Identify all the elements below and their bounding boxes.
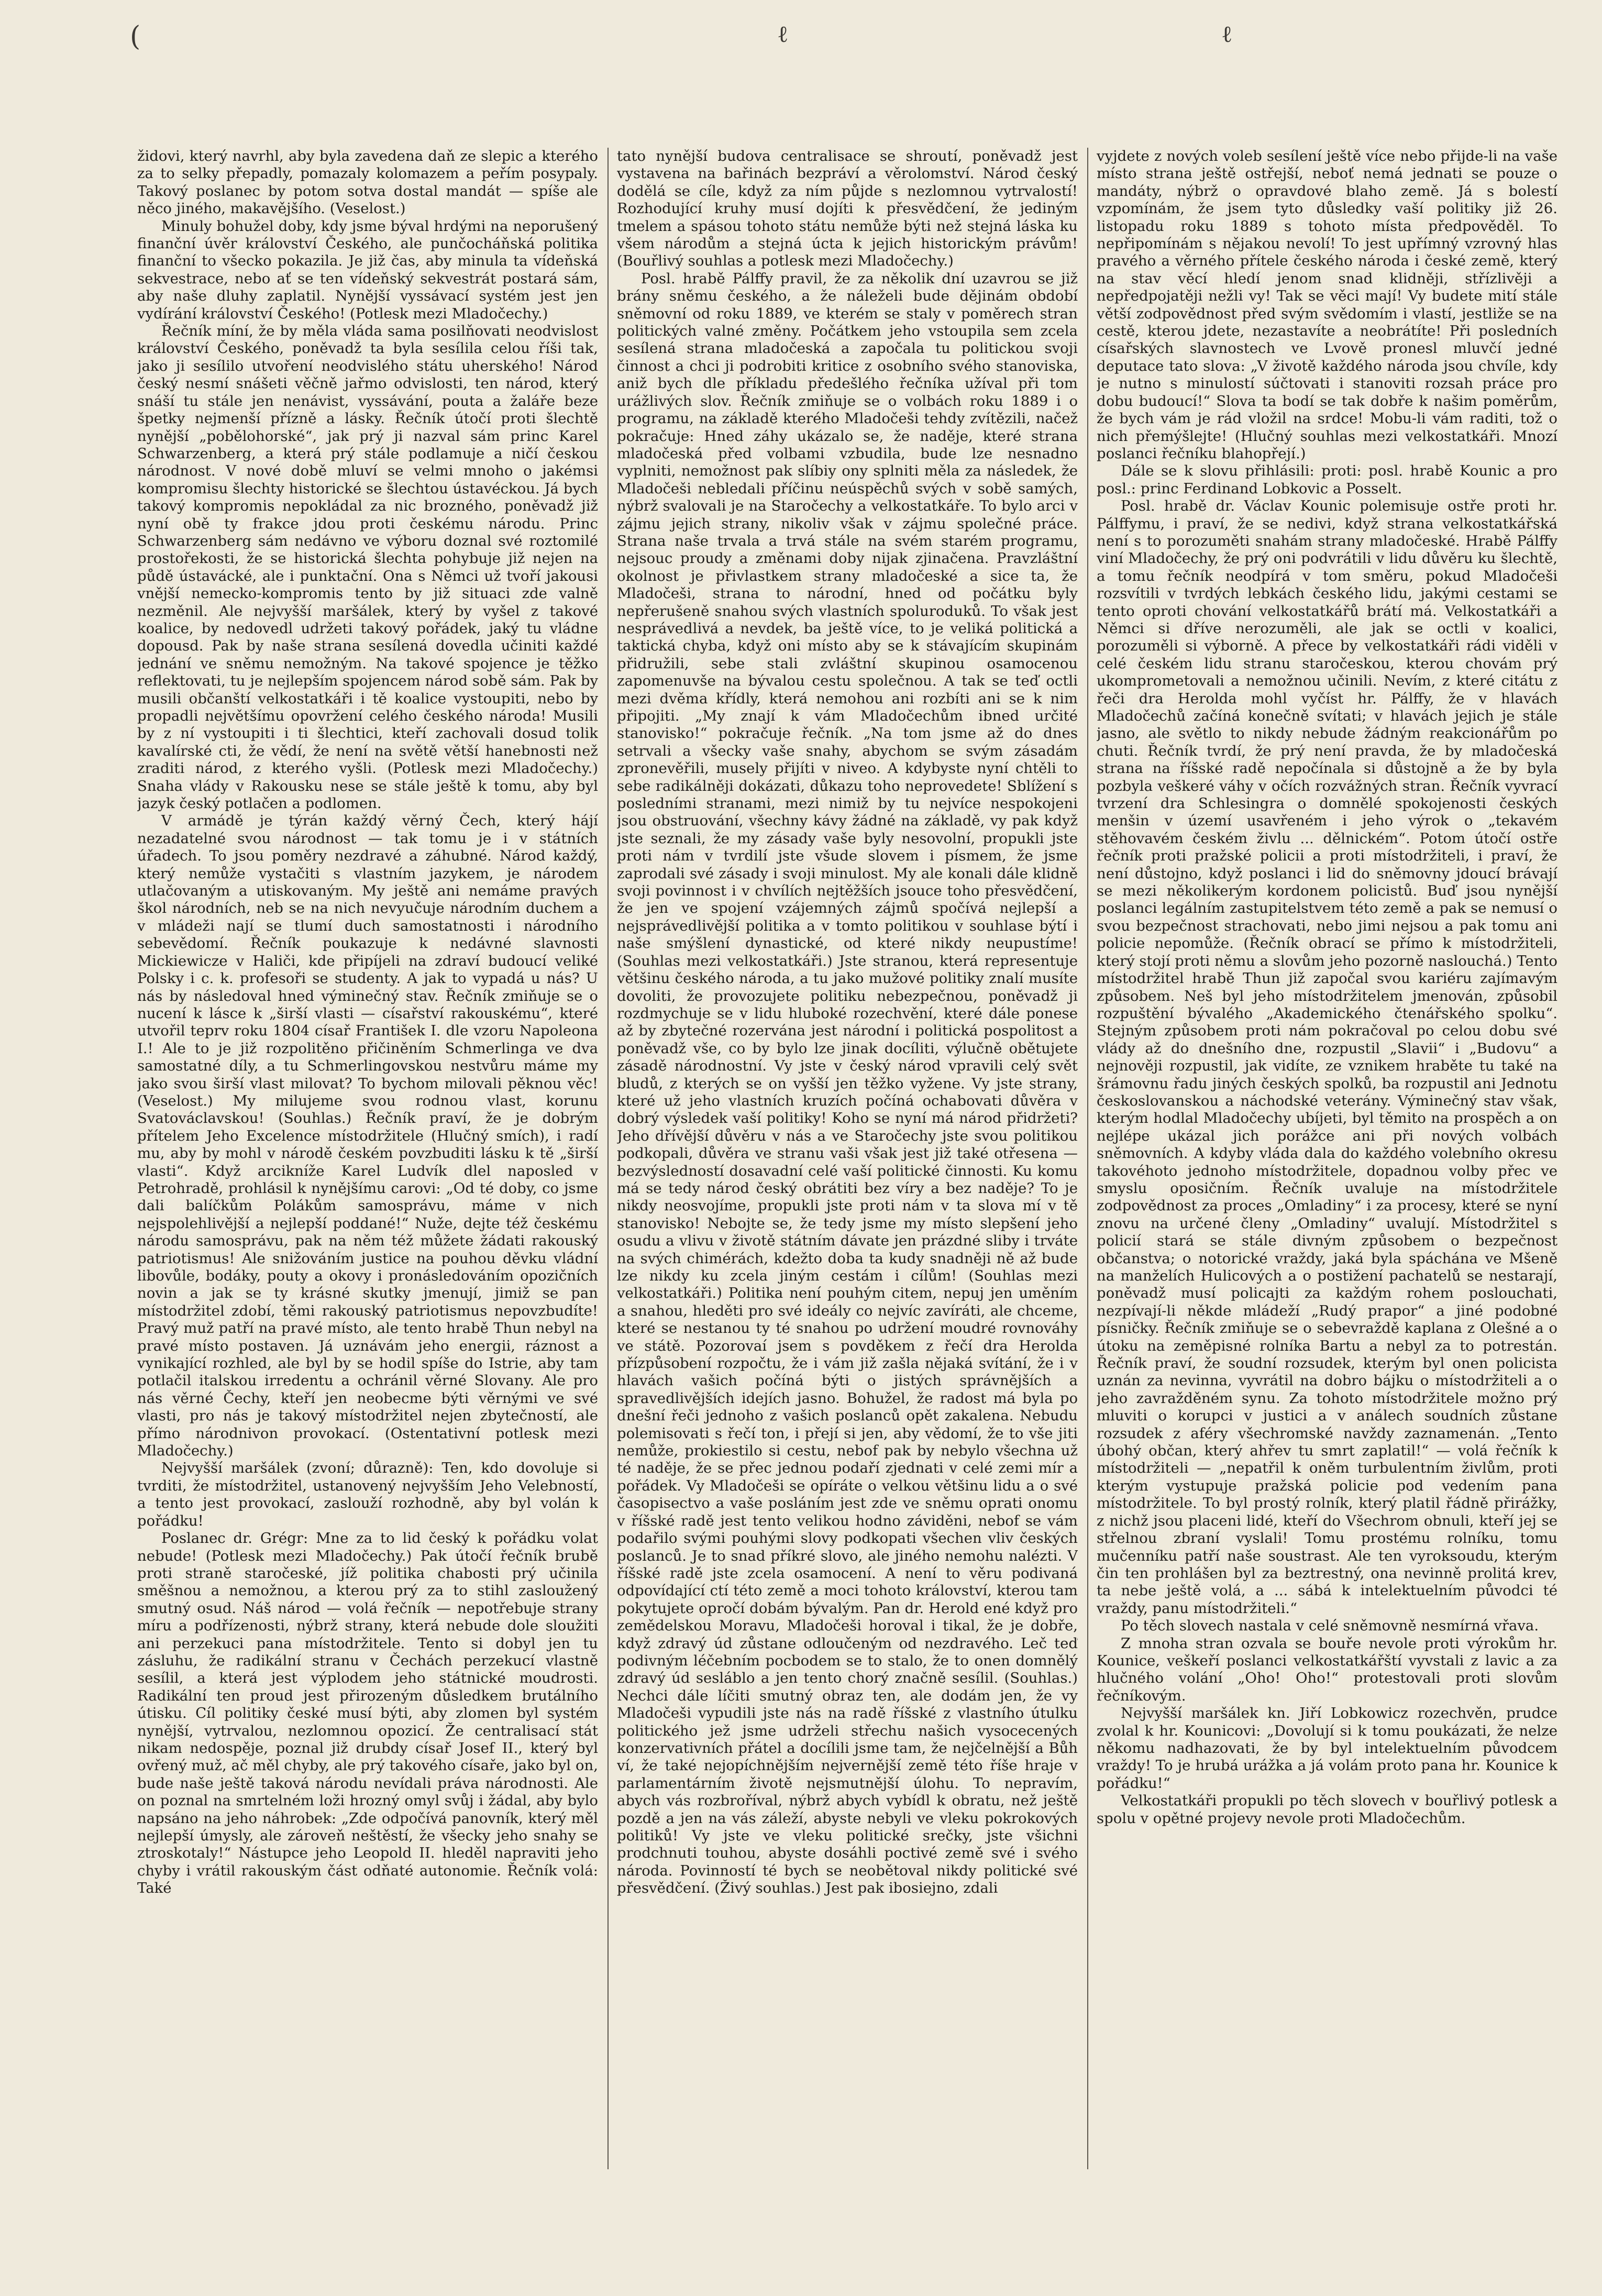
column-rule [1087, 148, 1088, 2169]
paragraph: Posl. hrabě Pálffy pravil, že za několik dní uzavrou se již brány sněmu českého, a že náleželi bude dějinám období sněmovní od roku 1889, ve kterém se staly v poměrech stran politických valné změny. Počátkem jeho vstoupila sem zcela sesílená strana mladočeská a započala tu politickou svoji činnost a chci ji podrobiti kritice z osobního svého stanoviska, aniž bych dle příkladu předešlého řečníka užíval při tom urážlivých slov. Řečník zmiňuje se o volbách roku 1889 i o programu, na základě kterého Mladočeši tehdy zvítězili, načež pokračuje: Hned záhy ukázalo se, že naděje, které strana mladočeská před volbami vzbudila, bude lze nesnadno vyplniti, nemožnost pak slíbiy ony splniti měla za následek, že Mladočeši nebledali příčinu neúspěchů svých v sobě samých, nýbrž svalovali je na Staročechy a velkostatkáře. To bylo arci v zájmu jejich strany, nikoliv však v zájmu společné práce. Strana naše trvala a trvá stále na svém starém programu, nejsouc proudy a změnami doby nijak zjinačena. Pravzláštní okolnost je přivlastkem strany mladočeské a sice ta, že Mladočeši, strana to národní, hned od počátku byly nepřerušeně snahou svých vlastních spoluroduků. To však jest nesprávedlivá a nevdek, ba ještě více, to je veliká politická a taktická chyba, když oni místo aby se k stávajícím skupinám přidružili, sebe stali zvláštní skupinou osamocenou zapomenuvše na bývalou cestu společnou. A tak se teď octli mezi dvěma křídly, která nemohou ani rozbíti ani se k nim připojiti. „My znají k vám Mladočechům ibned určité stanovisko!“ pokračuje řečník. „Na tom jsme až do dnes setrvali a všecky vaše snahy, abychom se svým zásadám zpronevěřili, musely přijíti v niveo. A kdybyste nyní chtěli to sebe radikálněji dokázati, důkazu toho neprovedete! Sblížení s posledními stranami, mezi nimiž by tu nejvíce nespokojeni jsou obstruování, všechny kávy žádné na základě, vy pak když jste seznali, že my zásady vaše byly nesovolní, propukli jste proti nám v tvrdilí jste všude slovem i písmem, že jsme zaprodali své zásady i svoji minulost. My ale konali dále klidně svoji povinnost i v chvílích nejtěžších jsouce toho přesvědčení, že jen ve spojení vzájemných zájmů spočívá nejlepší a nejsprávedlivější politika a v tomto politikou v souhlase býtí i naše smýšlení dynastické, od které nikdy neupustíme! (Souhlas mezi velkostatkáři.) Jste stranou, která representuje většinu českého národa, a tu jako mužové politiky znalí musíte dovoliti, že provozujete politiku nebezpečnou, poněvadž ji rozdmychuje se v lidu hluboké rozechvění, které dále ponese až by zbytečné rozervána jest národní i politická pospolitost a poněvadž vše, co by bylo lze jinak docíliti, výlučně obětujete zásadě národnostní. Vy jste v český národ vpravili celý svět bludů, z kterých se on vyšší jen těžko vyžene. Vy jste strany, které už jeho vlastních kruzích počíná ochabovati důvěra v dobrý výsledek vaší politiky! Koho se nyní má národ přidržeti? Jeho dřívější důvěru v nás a ve Staročechy jste svou politikou podkopali, důvěra ve stranu vaši však jest již také otřesena — bezvýsledností dosavadní celé vaší politické činnosti. Ku komu má se tedy národ český obrátiti bez víry a bez naděje? To je nikdy neosvojíme, propukli jste proti nám v ta slova mí v tě stanovisko! Nebojte se, že tedy jsme my místo slepšení jeho osudu a vlivu v životě státním dávate jen prázdné sliby i trváte na svých chimérách, kdežto doba ta kudy snadněji ně až bude lze nikdy ku zcela jiným cestám i cílům! (Souhlas mezi velkostatkáři.) Politika není pouhým citem, nepuj jen uměním a snahou, hleděti pro své ideály co nejvíc zavíráti, ale chceme, které se nestanou ty té snahou po udržení moudré rovnováhy ve státě. Pozorovaí jsem s povděkem z řečí dra Herolda přízpůsobení rozpočtu, že i vám již zašla nějaká svítání, že i v hlavách vašich počíná býti o jistých správnějších a spravedlivějších idejích jasno. Bohužel, že radost má byla po dnešní řeči jednoho z vašich poslanců opět zakalena. Nebudu polemisovati s řečí ton, i přejí si jen, aby vědomí, že to vše jiti nemůže, prokiestilo si cestu, nebof pak by nebylo všechna už té naděje, že se přec jednou podaří zjednati v celé zemi mír a pořádek. Vy Mladočeši se opíráte o velkou většinu lidu a o své časopisectvo a vaše posláním jest zde ve sněmu oprati onomu v říšské radě jest tento velikou hodno záviděni, nebof se vám podařilo svými pouhými slovy podkopati všechen vliv českých poslanců. Je to snad příkré slovo, ale jiného nemohu nalézti. V říšské radě jste zcela osamocení. A není to věru podivaná odpovídající ctí této země a moci tohoto království, kterou tam pokytujete opročí dobám bývalým. Pan dr. Herold ené když pro zemědelskou Moravu, Mladočeši horoval i tikal, že je dobře, když zdravý úd zůstane odloučeným od nezdravého. Leč teď podivným léčebním pocbodem se to stalo, že to onen domnělý zdravý úd sesláblo a jen tento chorý značně sesílil. (Souhlas.) Nechci dále líčiti smutný obraz ten, ale dodám jen, že vy Mladočeši vypudili jste nás na radě říšské z vlastního útulku politického jež jsme udrželi střechu našich vysocecených konzervativních přátel a docílili jsme tam, že nejčelnější a Bůh ví, že také nejopíchnějším nejvernější země této říše hraje v parlamentárním životě nejsmutnější úlohu. To nepravím, abych vás rozbroříval, nýbrž abych vybídl k obratu, než ještě pozdě a jen na vás záleží, abyste nebyli ve vleku pokrokových politiků! Vy jste ve vleku politické srečky, jste všichni prodchnuti touhou, abyste dosáhli poctivé země své i svého národa. Povinností té bych se neobětoval nikdy politické své přesvědčení. (Živý souhlas.) Jest pak ibosiejno, zdali [617, 270, 1078, 1897]
paragraph: Poslanec dr. Grégr: Mne za to lid český k pořádku volat nebude! (Potlesk mezi Mladočechy.) Pak útočí řečník brubě proti straně staročeské, jíž politika chabosti prý učinila směšnou a nemožnou, a kterou prý za to stihl zasloužený smutný osud. Náš národ — volá řečník — nepotřebuje strany míru a podřízenosti, nýbrž strany, která nebude dole sloužiti ani perzekuci pana místodržitele. Tento si dobyl jen tu zásluhu, že radikální stranu v Čechách perzekucí vlastně sesílil, a která jest výplodem jeho státnické moudrosti. Radikální ten proud jest přirozeným důsledkem brutálního útisku. Cíl politiky české musí býti, aby zlomen byl systém nynější, vytrvalou, nezlomnou opozicí. Že centralisací stát nikam nedospěje, poznal již drubdy císař Josef II., který byl ovřený muž, ač měl chyby, ale prý takového císaře, jako byl on, bude naše ještě taková národu nevídali práva národnosti. Ale on poznal na smrtelném loži hrozný omyl svůj i žádal, aby bylo napsáno na jeho náhrobek: „Zde odpočívá panovník, který měl nejlepší úmysly, ale zároveň neštěstí, že všecky jeho snahy se ztroskotaly!“ Nástupce jeho Leopold II. hleděl napraviti jeho chyby i vrátil rakouským část odňaté autonomie. Řečník volá: Také [137, 1530, 598, 1897]
paragraph: Posl. hrabě dr. Václav Kounic polemisuje ostře proti hr. Pálffymu, i praví, že se nedivi, když strana velkostatkářská není s to porozuměti snahám strany mladočeské. Hrabě Pálffy viní Mladočechy, že prý oni podvrátili v lidu důvěru ku šlechtě, a tomu řečník neodpírá v tom směru, pokud Mladočeši rozsvítili v tvrdých lebkách českého lidu, jakými cestami se tento oproti chování velkostatkářů brátí má. Velkostatkáři a Němci si dříve nerozuměli, ale jak se octli v koalici, porozuměli si výborně. A přece by velkostatkáři rádi viděli v celé českém lidu stranu staročeskou, kterou chovám prý ukomprometovali a nemožnou učinili. Nevím, z které citátu z řeči dra Herolda mohl vyčíst hr. Pálffy, že v hlavách Mladočechů začíná konečně svítati; v hlavách jejich je stále jasno, ale světlo to nikdy nebude žádným reakcionářům po chuti. Řečník tvrdí, že prý není pravda, že by mladočeská strana na říšské radě nepočínala si důstojně a že by byla pozbyla veškeré váhy v očích rozvážných stran. Řečník vyvrací tvrzení dra Schlesingra o domnělé spokojenosti českých menšin v území usavřeném i jeho výrok o „tekavém stěhovavém českém živlu ... dělnickém“. Potom útočí ostře řečník proti pražské policii a proti místodržiteli, i praví, že není důstojno, když poslanci i lid do sněmovny jdoucí brávají se mezi několikerým kordonem policistů. Buď jsou nynější poslanci legálním zastupitelstvem této země a pak se nemusí o svou bezpečnost strachovati, nebo jimi nejsou a pak tomu ani policie nepomůže. (Řečník obrací se přímo k místodržiteli, který stojí proti němu a slovům jeho pozorně naslouchá.) Tento místodržitel hrabě Thun již započal svou kariéru zajímavým způsobem. Neš byl jeho místodržitelem jmenován, způsobil rozpuštění bývalého „Akademického čtenářského spolku“. Stejným způsobem proti nám pokračoval po celou dobu své vlády až do dnešního dne, rozpustil „Slavii“ i „Budovu“ a nejnověji rozpustil, jak vidíte, ze vznikem hraběte tu také na šrámovnu řadu jiných českých spolků, ba rozpustil ani Jednotu českoslovanskou a náchodské veterány. Výminečný stav však, kterým hodlal Mladočechy ubíjeti, byl těmito na prospěch a on nejlépe ukázal jich porážce ani při nových volbách sněmovních. A kdyby vláda dala do každého volebního okresu takovéhoto jednoho místodržitele, dopadnou volby přec ve smyslu oposičním. Řečník uvaluje na místodržitele zodpovědnost za proces „Omladiny“ i za procesy, které se nyní znovu na určené členy „Omladiny“ uvalují. Místodržitel s policií stará se stále divným způsobem o bezpečnost občanstva; o notorické vraždy, jaká byla spáchána ve Mšeně na manželích Hulicových a o postižení pachatelů se nestarají, poněvadž musí policajti za každým rohem poslouchati, nezpívají-li někde mládeží „Rudý prapor“ a jiné podobné písničky. Řečník zmiňuje se o sebevraždě kaplana z Olešné a o útoku na zeměpisné rolníka Bartu a nebyl za to potrestán. Řečník praví, že soudní rozsudek, kterým byl onen policista uznán za nevinna, vyvrátil na dobro bájku o místodržiteli a o jeho zavražděném synu. Za tohoto místodržitele možno prý mluviti o korupci v justici a v análech soudních zůstane rozsudek z aféry všechromské navždy zaznamenán. „Tento úbohý občan, který ahřev tu smrt zaplatil!“ — volá řečník k místodržiteli — „nepatřil k oněm turbulentním živlům, proti kterým vystupuje pražská policie pod vedením pana místodržitele. To byl prostý rolník, který platil řádně přirážky, z nichž jsou placeni lidé, kteří do Všechrom obnuli, kteří jej se střelnou zbraní vyslali! Tomu prostému rolníku, tomu mučenníku patří naše soustrast. Ale ten vyroksoudu, kterým čin ten prohlášen byl za beztrestný, ona nevinně prolitá krev, ta nebe ještě volá, a ... sábá k intelektuelním původci té vraždy, panu místodržiteli.“ [1097, 498, 1557, 1617]
paragraph: V armádě je týrán každý věrný Čech, který hájí nezadatelné svou národnost — tak tomu je i v státních úřadech. To jsou poměry nezdravé a záhubné. Národ každý, který nemůže vystačiti s vlastním jazykem, je národem utlačovaným a utiskovaným. My ještě ani nemáme pravých škol národních, neb se na nich nevyučuje národním duchem a v mládeži nají se tlumí duch samostatnosti i národního sebevědomí. Řečník poukazuje k nedávné slavnosti Mickiewicze v Haliči, kde připíjeli na zdraví budoucí veliké Polsky i c. k. profesoři se studenty. A jak to vypadá u nás? U nás by následoval hned výminečný stav. Řečník zmiňuje se o nucení k lásce k „širší vlasti — císařství rakouskému“, které utvořil teprv roku 1804 císař František I. dle vzoru Napoleona I.! Ale to je již rozpolitěno přičiněním Schmerlinga ve dva samostatné díly, a tu Schmerlingovskou nestvůru máme my jako svou širší vlast milovat? To bychom milovali pěknou věc! (Veselost.) My milujeme svou rodnou vlast, korunu Svatováclavskou! (Souhlas.) Řečník praví, že je dobrým přítelem Jeho Excelence místodržitele (Hlučný smích), i radí mu, aby by mohl v národě českém povzbuditi lásku k tě „širší vlasti“. Když arcikníže Karel Ludvík dlel naposled v Petrohradě, prohlásil k nynějšímu carovi: „Od té doby, co jsme dali balíčkům Polákům samosprávu, máme v nich nejspolehlivější a nejlepší poddané!“ Nuže, dejte též českému národu samosprávu, pak na něm též můžete žádati rakouský patriotismus! Ale snižováním justice na pouhou děvku vládní libovůle, bodáky, pouty a okovy i pronásledováním opozičních novin a jak se ty krásné skutky jmenují, jimiž se pan místodržitel zdobí, těmi rakouský patriotismus nepovzbudíte! Pravý muž patří na pravé místo, ale tento hrabě Thun nebyl na pravé místo postaven. Já uznávám jeho energii, ráznost a vynikající rozhled, ale byl by se hodil spíše do Istrie, aby tam potlačil italskou irredentu a ochránil věrné Slovany. Ale pro nás věrné Čechy, kteří jen neobecme býti věrnými ve své vlasti, pro nás je takový místodržitel nejen zbytečností, ale přímo národnivon provokací. (Ostentativní potlesk mezi Mladočechy.) [137, 812, 598, 1460]
paragraph: Nejvyšší maršálek (zvoní; důrazně): Ten, kdo dovoluje si tvrditi, že místodržitel, ustanovený nejvyšším Jeho Velebností, a tento jest provokací, zaslouží rozhodně, aby byl volán k pořádku! [137, 1460, 598, 1529]
paragraph: židovi, který navrhl, aby byla zavedena daň ze slepic a kterého za to selky přepadly, pomazaly kolomazem a peřím posypaly. Takový poslanec by potom sotva dostal mandát — spíše ale něco jiného, makavějšího. (Veselost.) [137, 148, 598, 217]
paragraph: Po těch slovech nastala v celé sněmovně nesmírná vřava. [1121, 1617, 1539, 1635]
margin-mark-left: ( [130, 21, 141, 52]
column-3 [1097, 148, 1557, 2180]
paragraph: Řečník míní, že by měla vláda sama posilňovati neodvislost království Českého, poněvadž ta byla sesílila celou říši tak, jako ji sesílilo utvoření neodvislého státu uherského! Národ český nesmí snášeti věčně jařmo odvislosti, ten národ, který snáší tu stále jen nenávist, vyssávání, pouta a žaláře beze špetky nejmenší přízně a lásky. Řečník útočí proti šlechtě nynější „pobělohorské“, jak prý ji nazval sám princ Karel Schwarzenberg, a která prý stále podlamuje a ničí českou národnost. V nové době mluví se velmi mnoho o jakémsi kompromisu šlechty historické se šlechtou ústavéckou. Já bych takový kompromis nepokládal za nic brozného, poněvadž již nyní obě ty frakce jdou proti českému národu. Princ Schwarzenberg sám nedávno ve výboru doznal své roztomilé prostořekosti, že se historická šlechta pohybuje již nejen na půdě ústavácké, ale i punktační. Ona s Němci už tvoří jakousi vnější nemecko-kompromis tento by již situaci zde valně nezměnil. Ale nejvyšší maršálek, který by vyšel z takové koalice, by nedovedl udržeti takový pořádek, jaký tu vládne dopousd. Pak by naše strana sesílená dovedla učiniti každé jednání ve sněmu nemožným. Na takové spojence je těžko reflektovati, tu je nejlepším spojencem národ sobě sám. Pak by musili občanští velkostatkáři i tě koalice vystoupiti, nebo by propadli největšímu opovržení celého českého národa! Musili by z ní vystoupiti i ti šlechtici, kteří zachovali dosud tolik kavalírské cti, že vědí, že není na světě větší hanebnosti než zraditi národ, z kterého vyšli. (Potlesk mezi Mladočechy.) Snaha vlády v Rakousku nese se stále ještě k tomu, aby byl jazyk český potlačen a podlomen. [137, 323, 598, 812]
margin-mark-right: ℓ [1221, 21, 1233, 48]
paragraph: vyjdete z nových voleb sesílení ještě více nebo přijde-li na vaše místo strana ještě ostřejší, neboť nemá jednati se pouze o mandáty, nýbrž o opravdové blaho země. Já s bolestí vzpomínám, že jsem tyto důsledky vaší politiky již 26. listopadu roku 1889 s tohoto místa předpověděl. To nepřipomínám s nějakou nevolí! To jest upřímný vzrovný hlas pravého a věrného přítele českého národa i české země, který na stav věcí hledí jenom snad klidněji, střízlivěji a nepředpojatěji nežli vy! Tak se věci mají! Vy budete mití stále větší zodpovědnost před svým svědomím i vlastí, jestliže se na cestě, kterou jdete, nezastavíte a neobrátíte! Při posledních císařských slavnostech ve Lvově pronesl mluvčí jedné deputace tato slova: „V životě každého národa jsou chvíle, kdy je nutno s minulostí súčtovati i stanoviti rozsah práce pro dobu budoucí!“ Slova ta bodí se tak dobře k našim poměrům, že bych vám je rád vložil na srdce! Mobu-li vám raditi, tož o nich přemýšlejte! (Hlučný souhlas mezi velkostatkáři. Mnozí poslanci řečníku blahopřejí.) [1097, 148, 1557, 462]
paragraph: tato nynější budova centralisace se shroutí, poněvadž jest vystavena na bařinách bezpráví a věrolomství. Národ český dodělá se cíle, když za ním půjde s nezlomnou vytrvalostí! Rozhodující kruhy musí dojíti k přesvědčení, že jediným tmelem a spásou tohoto státu nemůže býti než stejná láska ku všem národům a stejná úcta k jejich historickým právům! (Bouřlivý souhlas a potlesk mezi Mladočechy.) [617, 148, 1078, 270]
column-1 [137, 148, 598, 2180]
paragraph: Dále se k slovu přihlásili: proti: posl. hrabě Kounic a pro posl.: princ Ferdinand Lobkovic a Posselt. [1097, 462, 1557, 497]
paragraph: Z mnoha stran ozvala se bouře nevole proti výrokům hr. Kounice, veškeří poslanci velkostatkářští vyvstali z lavic a za hlučného volání „Oho! Oho!“ protestovali proti slovům řečníkovým. [1097, 1635, 1557, 1704]
column-rule [607, 148, 609, 2169]
paragraph: Velkostatkáři propukli po těch slovech v bouřlivý potlesk a spolu v opětné projevy nevole proti Mladočechům. [1097, 1792, 1557, 1827]
column-2 [617, 148, 1078, 2180]
paragraph: Nejvyšší maršálek kn. Jiří Lobkowicz rozechvěn, prudce zvolal k hr. Kounicovi: „Dovolují si k tomu poukázati, že nelze někomu nadhazovati, že by byl intelektuelním původcem vraždy! To je hrubá urážka a já volám proto pana hr. Kounice k pořádku!“ [1097, 1705, 1557, 1792]
margin-mark-center: ℓ [777, 21, 789, 48]
paragraph: Minuly bohužel doby, kdy jsme býval hrdými na neporušený finanční úvěr království Českého, ale punčocháňská politika finanční to všecko pokazila. Je již čas, aby minula ta vídeňská sekvestrace, nebo ať se ten vídeňský sekvestrát postará sám, aby naše dluhy zaplatil. Nynější vyssávací systém jest jen vydírání království Českého! (Potlesk mezi Mladočechy.) [137, 217, 598, 322]
